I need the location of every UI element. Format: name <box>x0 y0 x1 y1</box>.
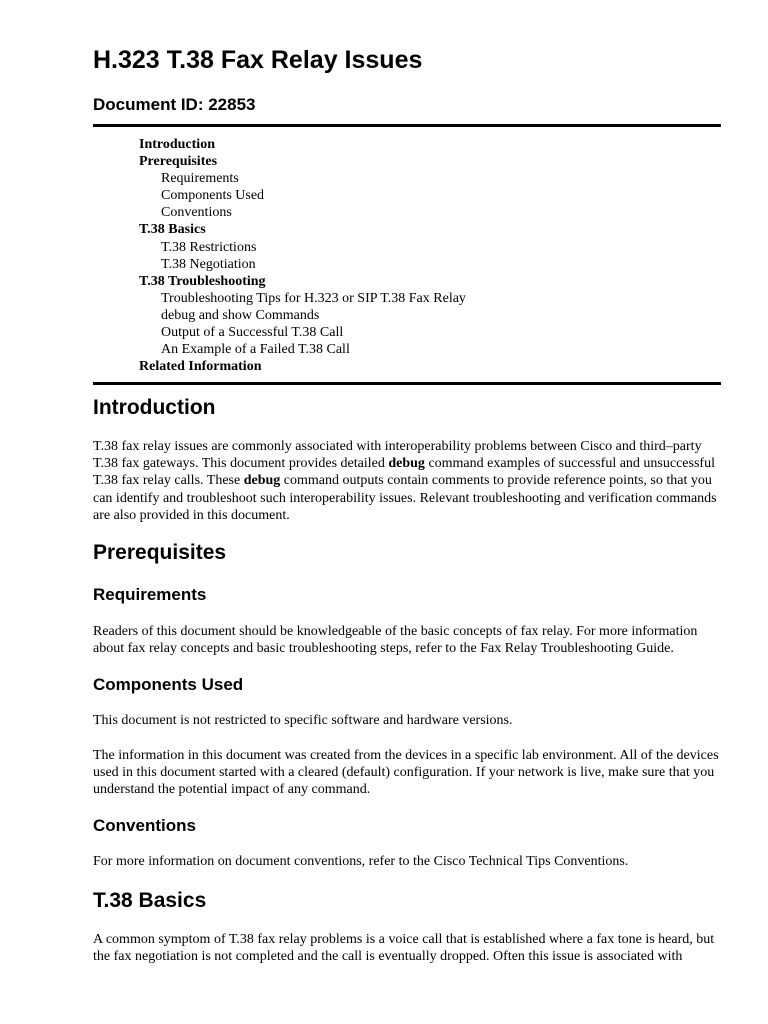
subsection-heading-requirements: Requirements <box>93 585 207 604</box>
subsection-heading-conventions: Conventions <box>93 816 196 835</box>
toc-item-t-38-negotiation[interactable]: T.38 Negotiation <box>161 256 256 272</box>
page-title: H.323 T.38 Fax Relay Issues <box>93 46 423 74</box>
toc-item-debug-and-show-commands[interactable]: debug and show Commands <box>161 307 320 323</box>
toc-item-troubleshooting-tips-for-h-323-or-sip-t-38-fax-relay[interactable]: Troubleshooting Tips for H.323 or SIP T.38 Fax Relay <box>161 290 466 306</box>
debug-term: debug <box>388 456 425 472</box>
t38-basics-paragraph: A common symptom of T.38 fax relay problems is a voice call that is established where a fax tone is heard, but the fax negotiation is not completed and the call is eventually dropped. Often this issue is associated with <box>93 932 715 965</box>
toc-item-conventions[interactable]: Conventions <box>161 205 232 221</box>
toc-item-an-example-of-a-failed-t-38-call[interactable]: An Example of a Failed T.38 Call <box>161 342 350 358</box>
subsection-heading-components-used: Components Used <box>93 675 244 694</box>
toc-top-rule <box>93 124 721 127</box>
toc-item-t-38-troubleshooting[interactable]: T.38 Troubleshooting <box>139 273 266 289</box>
requirements-paragraph: Readers of this document should be knowledgeable of the basic concepts of fax relay. For more information about fax relay concepts and basic troubleshooting steps, refer to the Fax Relay Troubleshooting Guide. <box>93 624 698 657</box>
section-heading-t38-basics: T.38 Basics <box>93 889 207 912</box>
toc-bottom-rule <box>93 382 721 385</box>
debug-term: debug <box>243 473 281 489</box>
toc-item-t-38-restrictions[interactable]: T.38 Restrictions <box>161 239 257 255</box>
toc-item-introduction[interactable]: Introduction <box>139 137 215 152</box>
toc-item-related-information[interactable]: Related Information <box>139 359 262 375</box>
conventions-paragraph: For more information on document conventions, refer to the Cisco Technical Tips Conventions. <box>93 854 629 869</box>
table-of-contents <box>139 136 466 375</box>
toc-item-t-38-basics[interactable]: T.38 Basics <box>139 222 206 238</box>
toc-item-requirements[interactable]: Requirements <box>161 171 239 187</box>
components-paragraph-2: The information in this document was created from the devices in a specific lab environment. All of the devices used in this document started with a cleared (default) configuration. If your network is live, make sure that you understand the potential impact of any command. <box>93 748 719 798</box>
toc-item-prerequisites[interactable]: Prerequisites <box>139 154 218 170</box>
section-heading-prerequisites: Prerequisites <box>93 541 227 564</box>
document-id: Document ID: 22853 <box>93 95 256 114</box>
components-paragraph-1: This document is not restricted to specific software and hardware versions. <box>93 713 513 728</box>
section-heading-introduction: Introduction <box>93 396 216 419</box>
toc-item-output-of-a-successful-t-38-call[interactable]: Output of a Successful T.38 Call <box>161 325 344 341</box>
toc-item-components-used[interactable]: Components Used <box>161 188 265 204</box>
introduction-paragraph: T.38 fax relay issues are commonly associated with interoperability problems between Cisco and third–party T.38 fax gateways. This document provides detailed debug command examples of successful and unsuccessful T.38 fax relay calls. These debug command outputs contain comments to provide reference points, so that you can identify and troubleshoot such interoperability issues. Relevant troubleshooting and verification commands are also provided in this document. <box>93 439 717 523</box>
